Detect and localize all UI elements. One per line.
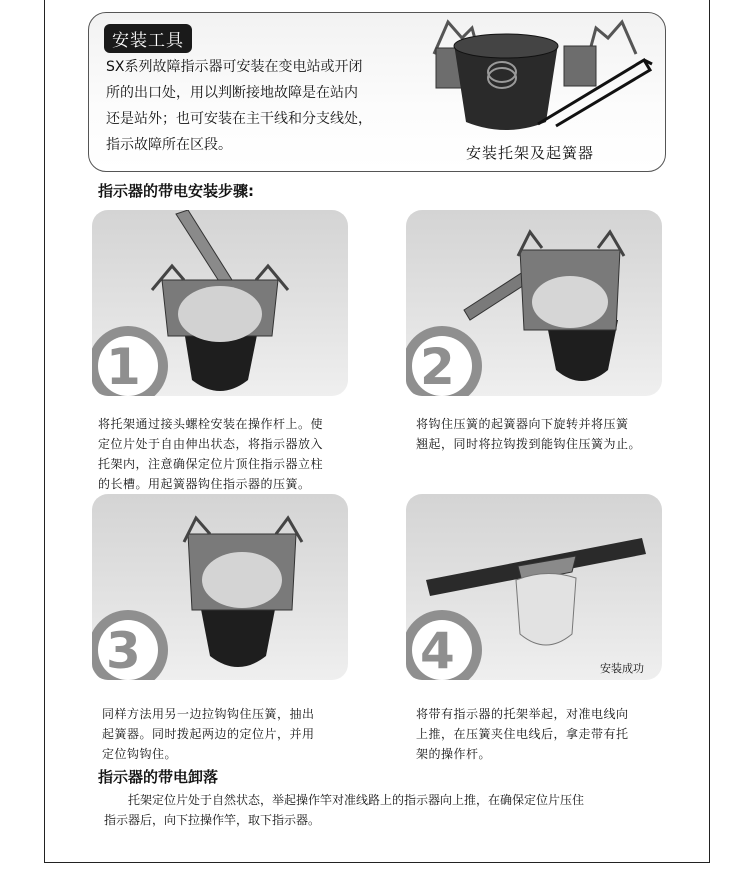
intro-line: 所的出口处，用以判断接地故障是在站内 <box>106 85 358 101</box>
step-1-number: 1 <box>106 338 141 396</box>
tool-image-caption: 安装托架及起簧器 <box>466 144 595 162</box>
step-3-number: 3 <box>106 622 141 680</box>
step-2-line: 翘起，同时将拉钩拨到能钩住压簧为止。 <box>416 437 642 451</box>
step-1-line: 定位片处于自由伸出状态，将指示器放入 <box>98 437 324 451</box>
unload-line: 托架定位片处于自然状态，举起操作竿对准线路上的指示器向上推，在确保定位片压住 <box>128 793 585 807</box>
step-3-line: 同样方法用另一边拉钩钩住压簧，抽出 <box>102 707 315 721</box>
intro-line: SX系列故障指示器可安装在变电站或开闭 <box>106 59 363 75</box>
intro-line: 指示故障所在区段。 <box>106 137 232 153</box>
step-1-line: 的长槽。用起簧器钩住指示器的压簧。 <box>98 477 311 491</box>
step-4-line: 架的操作杆。 <box>416 747 492 761</box>
tools-badge: 安装工具 <box>104 24 192 53</box>
step-1-line: 托架内，注意确保定位片顶住指示器立柱 <box>98 457 324 471</box>
step-2-description <box>416 414 641 454</box>
step-3-line: 定位钩钩住。 <box>102 747 178 761</box>
step-1-line: 将托架通过接头螺栓安装在操作杆上。使 <box>98 417 324 431</box>
step-4-line: 将带有指示器的托架举起，对准电线向 <box>416 707 629 721</box>
step-1-description <box>98 414 323 494</box>
install-success-label: 安装成功 <box>600 662 644 675</box>
unload-line: 指示器后，向下拉操作竿，取下指示器。 <box>104 813 321 827</box>
steps-title: 指示器的带电安装步骤: <box>98 182 254 200</box>
tools-intro <box>106 54 416 158</box>
step-2-number: 2 <box>420 338 455 396</box>
step-2-line: 将钩住压簧的起簧器向下旋转并将压簧 <box>416 417 629 431</box>
bracket-and-spring-tool-image <box>418 14 658 142</box>
unload-title: 指示器的带电卸落 <box>98 768 219 786</box>
step-4-description <box>416 704 629 764</box>
step-3-line: 起簧器。同时拨起两边的定位片，并用 <box>102 727 315 741</box>
step-4-line: 上推，在压簧夹住电线后，拿走带有托 <box>416 727 629 741</box>
step-3-description <box>102 704 315 764</box>
intro-line: 还是站外；也可安装在主干线和分支线处， <box>106 111 372 127</box>
unload-description <box>104 790 584 830</box>
step-4-number: 4 <box>420 622 455 680</box>
